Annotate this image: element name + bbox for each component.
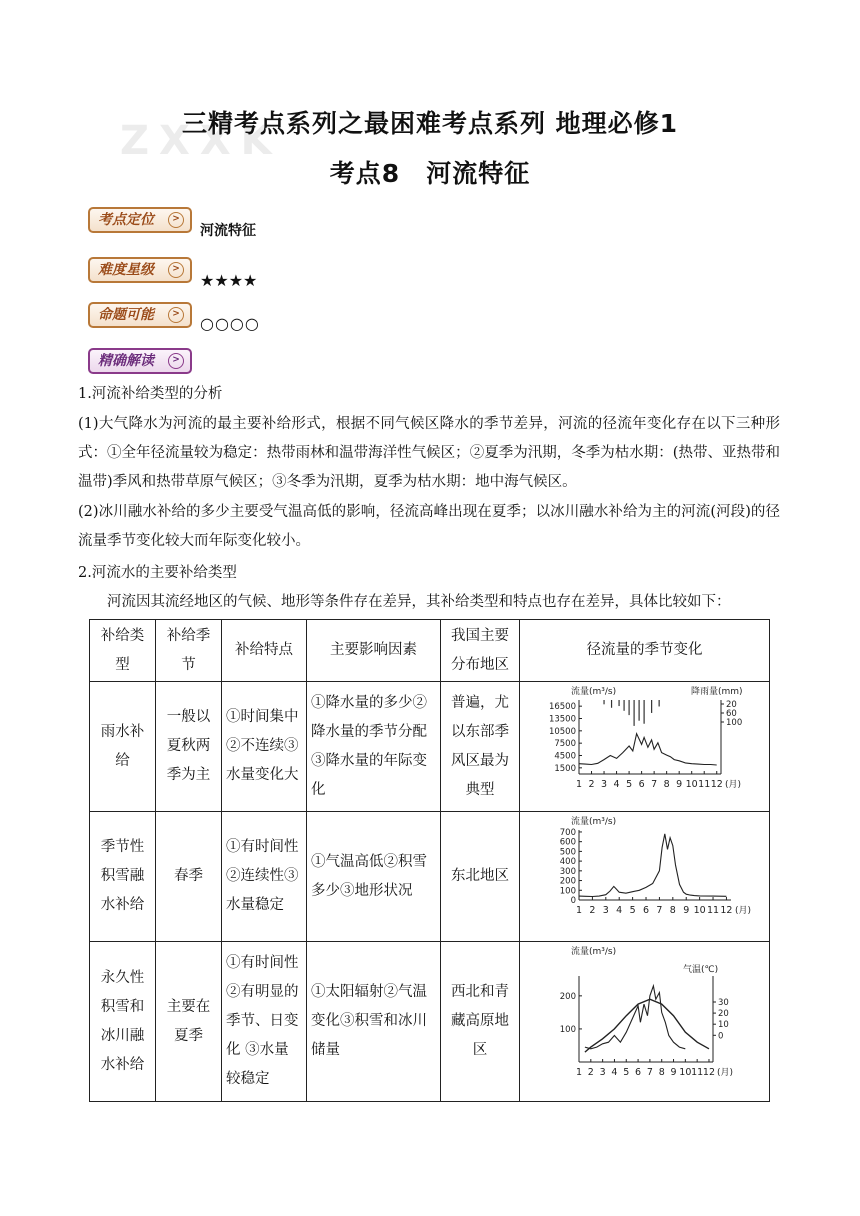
x-axis-unit: (月) [724, 780, 741, 790]
x-tick-label: 11 [697, 779, 710, 790]
x-tick-label: 12 [719, 905, 732, 916]
table-header-cell: 补给特点 [222, 620, 307, 682]
section-1-paragraph-2: (2)冰川融水补给的多少主要受气温高低的影响，径流高峰出现在夏季；以冰川融水补给为主的河流(河段)的径流量季节变化较大而年际变化较小。 [78, 504, 780, 549]
y-tick-label: 13500 [548, 714, 576, 725]
x-tick-label: 2 [587, 779, 595, 790]
y2-tick-label: 60 [725, 709, 737, 719]
table-cell: 雨水补给 [90, 682, 156, 812]
x-tick-label: 5 [629, 905, 636, 916]
y-tick-label: 4500 [553, 751, 576, 762]
x-tick-label: 3 [602, 905, 609, 916]
y-tick-label: 700 [559, 827, 576, 838]
chevron-right-icon: > [168, 353, 184, 369]
x-tick-label: 12 [702, 1067, 715, 1078]
y2-tick-label: 100 [725, 718, 742, 728]
x-tick-label: 3 [599, 1067, 606, 1078]
y2-tick-label: 20 [725, 700, 737, 710]
x-tick-label: 1 [575, 1067, 582, 1078]
table-cell: 春季 [156, 812, 222, 942]
x-tick-label: 6 [634, 1067, 641, 1078]
series-line [579, 834, 726, 897]
x-tick-label: 8 [663, 779, 670, 790]
x-tick-label: 7 [655, 905, 662, 916]
table-cell: 东北地区 [441, 812, 520, 942]
x-tick-label: 10 [693, 905, 706, 916]
section-2-heading: 2.河流水的主要补给类型 [78, 565, 237, 581]
table-cell: 西北和青藏高原地区 [441, 942, 520, 1102]
y-axis-label: 流量(m³/s) [570, 947, 616, 957]
table-row [90, 682, 770, 812]
table-cell: 季节性积雪融水补给 [90, 812, 156, 942]
table-header-cell: 补给季节 [156, 620, 222, 682]
table-row [90, 942, 770, 1102]
x-tick-label: 1 [575, 779, 582, 790]
x-axis-unit: (月) [716, 1068, 733, 1078]
y2-axis-label: 气温(℃) [682, 965, 718, 975]
x-tick-label: 10 [685, 779, 698, 790]
table-cell: ①有时间性②有明显的季节、日变化 ③水量较稳定 [222, 942, 307, 1102]
x-tick-label: 8 [669, 905, 676, 916]
y-tick-label: 16500 [548, 702, 576, 713]
y-tick-label: 500 [559, 847, 576, 858]
x-tick-label: 4 [610, 1067, 617, 1078]
table-cell: 普遍，尤以东部季风区最为典型 [441, 682, 520, 812]
y2-axis-label: 降雨量(mm) [690, 687, 743, 697]
table-cell: ①时间集中②不连续③水量变化大 [222, 682, 307, 812]
table-cell: ①气温高低②积雪多少③地形状况 [307, 812, 441, 942]
x-tick-label: 9 [670, 1067, 677, 1078]
table-header-row [90, 620, 770, 682]
y2-tick-label: 30 [717, 998, 729, 1008]
supply-types-table [89, 619, 770, 1102]
badge-difficulty: 难度星级 > [88, 257, 192, 283]
table-cell: ①太阳辐射②气温变化③积雪和冰川储量 [307, 942, 441, 1102]
table-header-cell: 径流量的季节变化 [520, 620, 770, 682]
section-1-heading: 1.河流补给类型的分析 [78, 386, 223, 402]
y-tick-label: 200 [559, 991, 576, 1002]
x-tick-label: 7 [650, 779, 657, 790]
x-tick-label: 11 [690, 1067, 703, 1078]
table-cell: ①有时间性②连续性③水量稳定 [222, 812, 307, 942]
likelihood-circles: ○○○○ [200, 314, 260, 333]
series-line [584, 999, 708, 1052]
x-tick-label: 8 [658, 1067, 665, 1078]
badge-interpretation: 精确解读 > [88, 348, 192, 374]
x-tick-label: 2 [588, 905, 595, 916]
y-tick-label: 10500 [548, 726, 576, 737]
y2-tick-label: 20 [717, 1009, 729, 1020]
x-tick-label: 5 [625, 779, 632, 790]
x-axis-unit: (月) [734, 906, 751, 916]
y-tick-label: 300 [559, 866, 576, 877]
table-header-cell: 我国主要分布地区 [441, 620, 520, 682]
x-tick-label: 3 [600, 779, 607, 790]
table-cell: 永久性积雪和冰川融水补给 [90, 942, 156, 1102]
y-tick-label: 200 [559, 876, 576, 887]
y-tick-label: 400 [559, 857, 576, 868]
x-tick-label: 1 [575, 905, 582, 916]
y-tick-label: 0 [570, 896, 576, 906]
x-tick-label: 4 [613, 779, 620, 790]
x-tick-label: 7 [646, 1067, 653, 1078]
difficulty-stars: ★★★★ [200, 271, 258, 290]
table-cell: 主要在夏季 [156, 942, 222, 1102]
badge-likelihood: 命题可能 > [88, 302, 192, 328]
x-tick-label: 2 [587, 1067, 594, 1078]
y2-tick-label: 0 [717, 1031, 723, 1042]
section-1-paragraph-1: (1)大气降水为河流的最主要补给形式，根据不同气候区降水的季节差异，河流的径流年变化存在以下三种形式：①全年径流量较为稳定：热带雨林和温带海洋性气候区；②夏季为汛期，冬季为枯水期：(热带、亚热带和温带)季风和热带草原气候区；③冬季为汛期，夏季为枯水期：地中海气候区。 [78, 416, 780, 490]
x-tick-label: 12 [710, 779, 723, 790]
chevron-right-icon: > [168, 262, 184, 278]
chevron-right-icon: > [168, 212, 184, 228]
series-line [579, 734, 717, 765]
series-line [584, 986, 684, 1049]
chart-cell [520, 682, 770, 812]
y-tick-label: 100 [559, 1024, 576, 1035]
table-row [90, 812, 770, 942]
chart-cell [520, 812, 770, 942]
badge-exam-point-value: 河流特征 [200, 223, 256, 239]
x-tick-label: 4 [615, 905, 622, 916]
x-tick-label: 5 [622, 1067, 629, 1078]
y-axis-label: 流量(m³/s) [570, 817, 616, 827]
runoff-chart-snowmelt [535, 812, 755, 930]
chevron-right-icon: > [168, 307, 184, 323]
chart-cell [520, 942, 770, 1102]
runoff-chart-glacier [535, 942, 755, 1090]
page-title: 三精考点系列之最困难考点系列 地理必修1 [181, 109, 679, 138]
x-tick-label: 9 [675, 779, 682, 790]
y-tick-label: 600 [559, 837, 576, 848]
x-tick-label: 10 [678, 1067, 691, 1078]
y2-tick-label: 10 [717, 1020, 729, 1031]
x-tick-label: 6 [638, 779, 645, 790]
table-header-cell: 补给类型 [90, 620, 156, 682]
x-tick-label: 6 [642, 905, 649, 916]
table-cell: 一般以夏秋两季为主 [156, 682, 222, 812]
runoff-chart-rain [535, 682, 755, 800]
y-axis-label: 流量(m³/s) [570, 687, 616, 697]
page-subtitle: 考点8 河流特征 [329, 159, 531, 188]
y-tick-label: 100 [559, 886, 576, 897]
y-tick-label: 7500 [553, 739, 576, 750]
table-header-cell: 主要影响因素 [307, 620, 441, 682]
watermark: ZXXK [120, 118, 282, 164]
badge-exam-point: 考点定位 > [88, 207, 192, 233]
table-cell: ①降水量的多少②降水量的季节分配③降水量的年际变化 [307, 682, 441, 812]
y-tick-label: 1500 [553, 763, 576, 774]
x-tick-label: 11 [706, 905, 719, 916]
section-2-intro: 河流因其流经地区的气候、地形等条件存在差异，其补给类型和特点也存在差异，具体比较如下： [107, 594, 731, 610]
x-tick-label: 9 [682, 905, 689, 916]
